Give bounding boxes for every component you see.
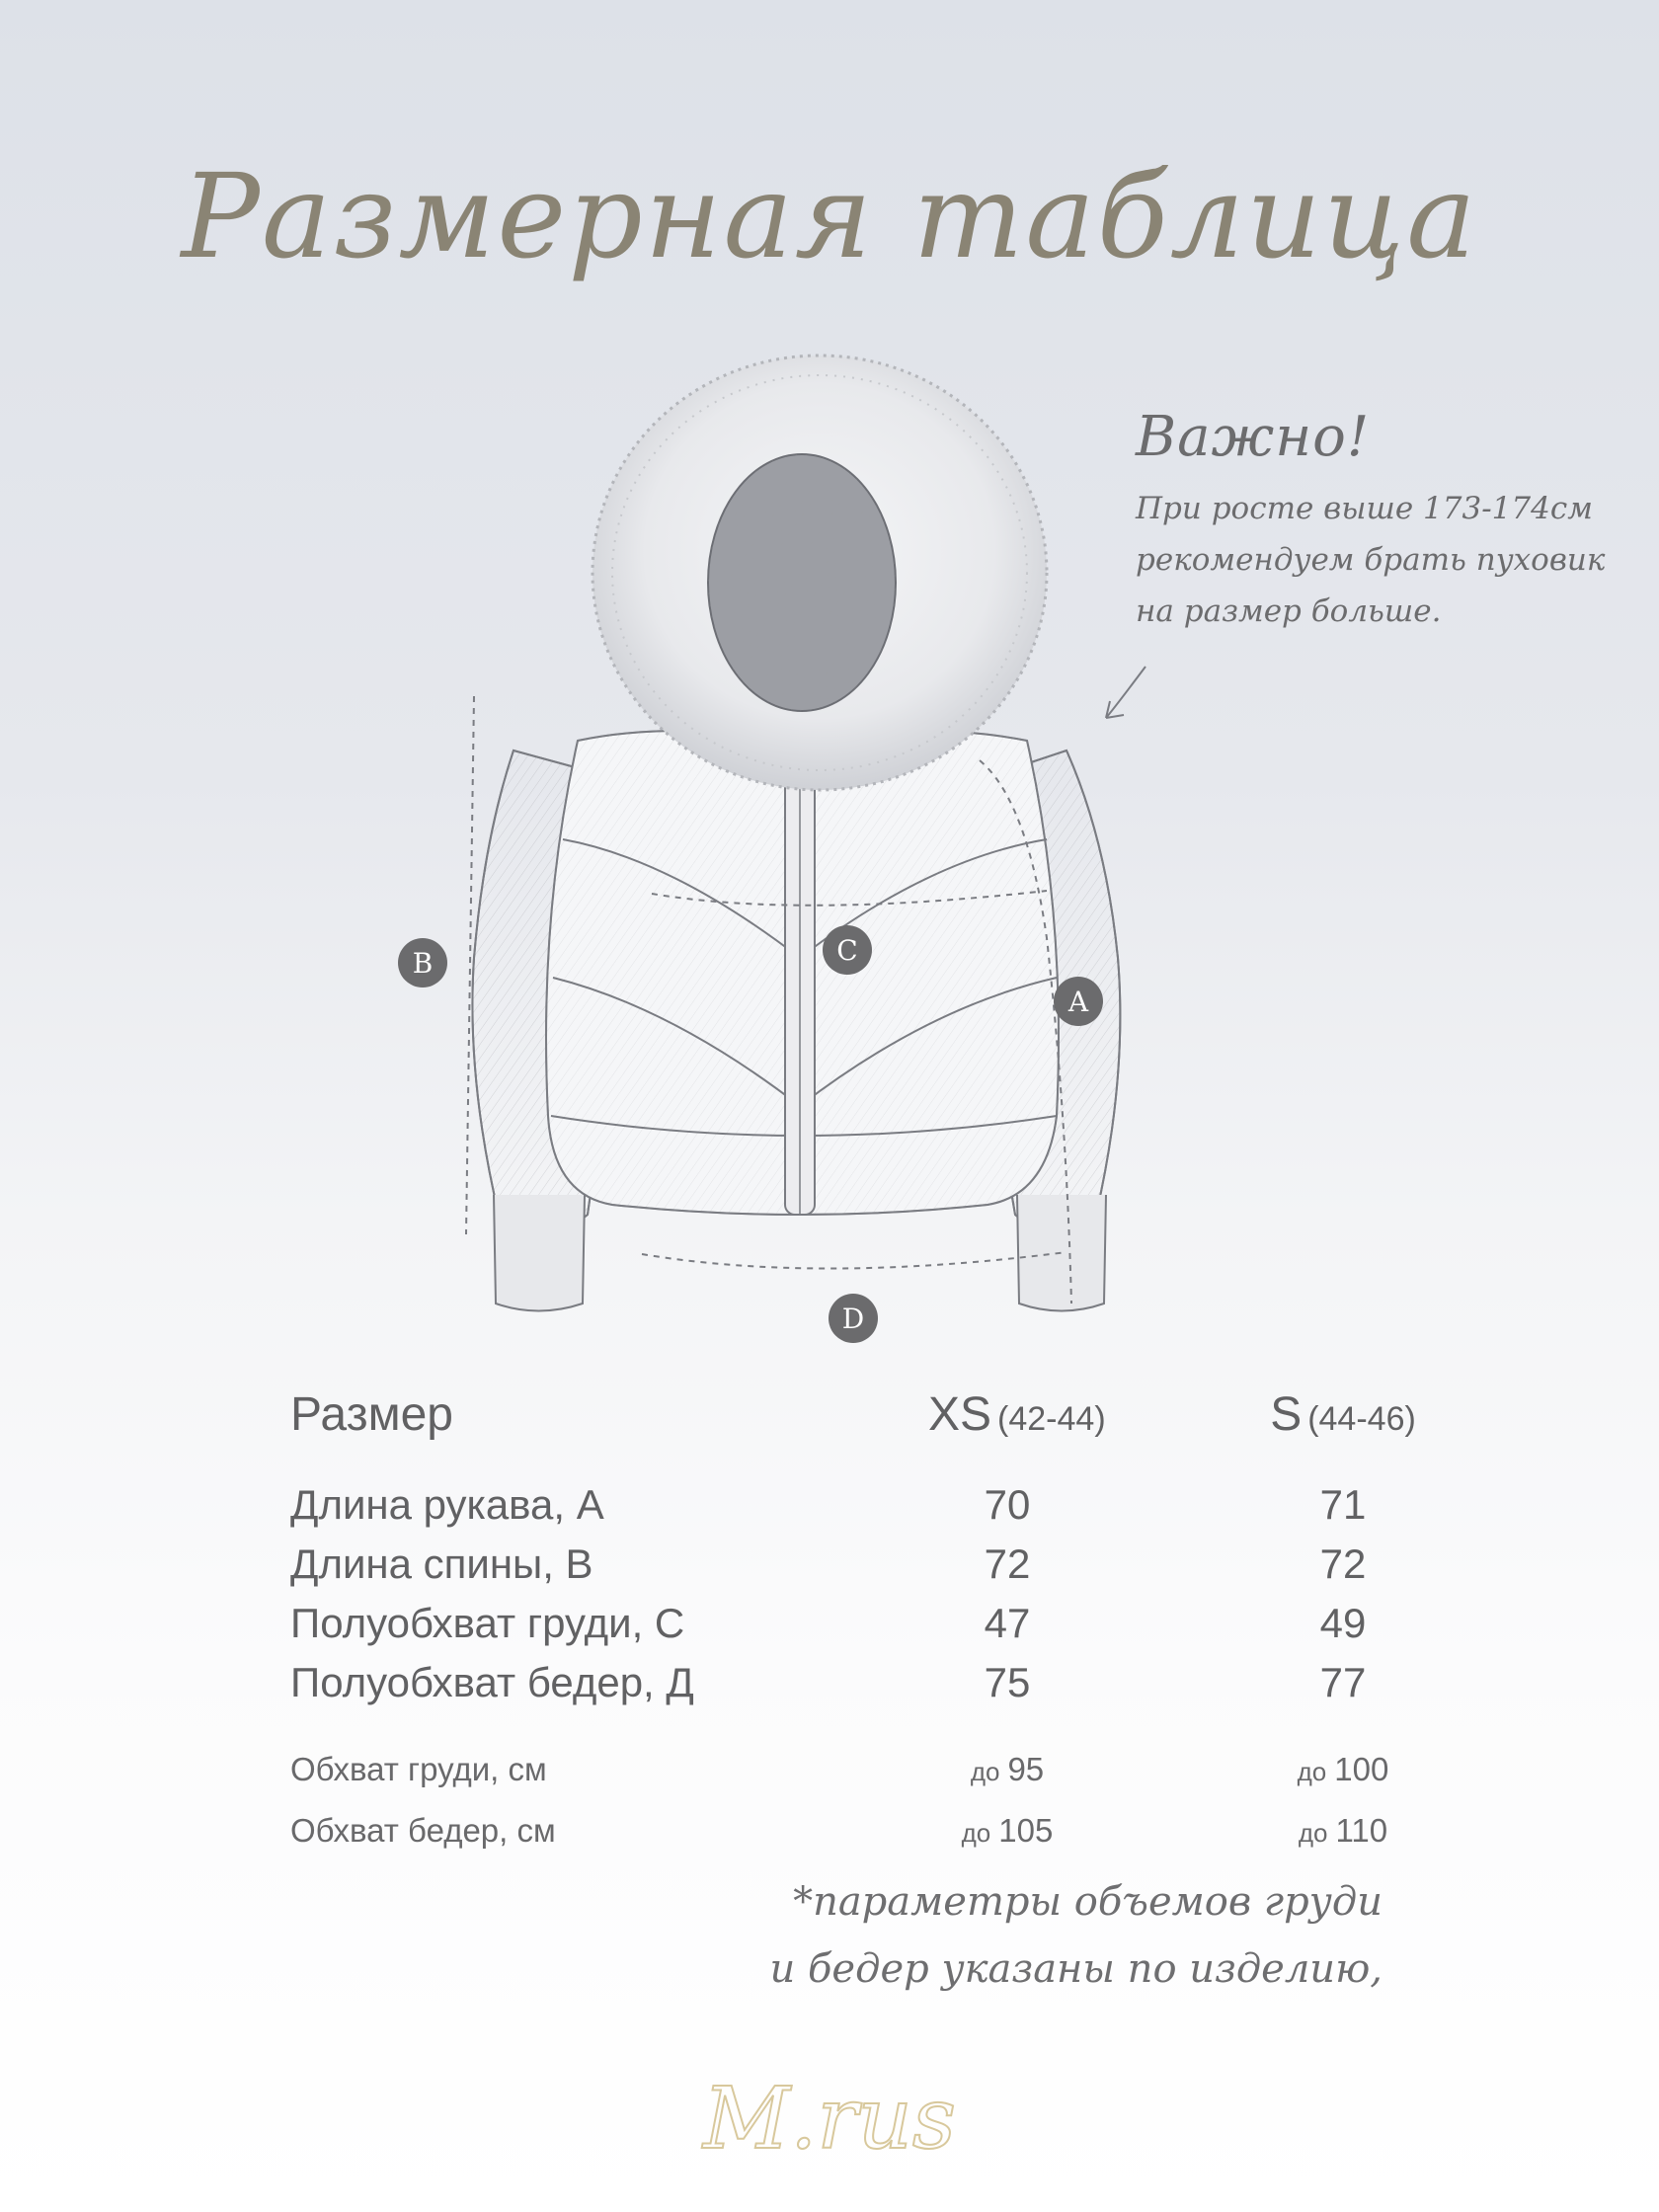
note-arrow: [1106, 667, 1146, 718]
brand-logo: [681, 2054, 978, 2182]
header-s: [1264, 1387, 1422, 1442]
table-row: [286, 1540, 1452, 1600]
jacket-body: [472, 731, 1120, 1311]
header-label: Размер: [290, 1388, 453, 1441]
s-prefix: до: [1298, 1818, 1328, 1848]
extra-row-label: Обхват бедер, см: [290, 1812, 556, 1849]
header-s-size: S: [1270, 1388, 1303, 1441]
header-xs: [928, 1387, 1106, 1442]
xs-value: 95: [1007, 1751, 1045, 1787]
table-extra-row: [286, 1812, 1452, 1871]
extra-row-xs: [928, 1812, 1086, 1850]
row-s-value: 71: [1319, 1481, 1367, 1528]
extra-row-s: [1264, 1751, 1422, 1788]
note-line: рекомендуем брать пуховик: [1136, 542, 1606, 578]
row-label: Полуобхват груди, С: [290, 1600, 685, 1646]
important-note: [1136, 405, 1610, 637]
row-xs-value: 72: [984, 1540, 1031, 1587]
table-extra-row: [286, 1751, 1452, 1810]
marker-c-label: C: [836, 934, 858, 967]
row-s-value: 72: [1319, 1540, 1367, 1587]
footnote: [691, 1868, 1382, 2003]
s-prefix: до: [1297, 1757, 1327, 1786]
logo-text: M.rus: [702, 2070, 957, 2169]
header-xs-range: (42-44): [997, 1400, 1106, 1438]
header-xs-size: XS: [928, 1388, 992, 1441]
header-s-range: (44-46): [1307, 1400, 1416, 1438]
note-line: на размер больше.: [1136, 593, 1442, 629]
footnote-line: и бедер указаны по изделию,: [769, 1946, 1382, 1992]
row-s-value: 77: [1319, 1659, 1367, 1705]
marker-a-label: A: [1067, 986, 1089, 1018]
table-row: [286, 1600, 1452, 1659]
xs-prefix: до: [970, 1757, 1000, 1786]
row-xs-value: 47: [984, 1600, 1031, 1646]
row-label: Длина спины, В: [290, 1540, 593, 1587]
extra-row-xs: [928, 1751, 1086, 1788]
page-title: Размерная таблица: [181, 148, 1478, 284]
row-xs-value: 75: [984, 1659, 1031, 1705]
s-value: 100: [1334, 1751, 1389, 1787]
note-title: Важно!: [1136, 405, 1371, 469]
jacket-illustration: [375, 326, 1264, 1353]
row-label: Полуобхват бедер, Д: [290, 1659, 694, 1705]
marker-b-label: B: [412, 947, 434, 980]
row-xs-value: 70: [984, 1481, 1031, 1528]
marker-d-label: D: [841, 1303, 865, 1335]
extra-row-label: Обхват груди, см: [290, 1751, 547, 1787]
hood-fur: [592, 356, 1047, 790]
extra-row-s: [1264, 1812, 1422, 1850]
xs-value: 105: [998, 1812, 1054, 1849]
table-header: [286, 1387, 1452, 1447]
table-row: [286, 1481, 1452, 1540]
footnote-line: *параметры объемов груди: [793, 1879, 1382, 1925]
xs-prefix: до: [961, 1818, 991, 1848]
note-line: При росте выше 173-174см: [1136, 491, 1593, 526]
table-row: [286, 1659, 1452, 1718]
row-s-value: 49: [1319, 1600, 1367, 1646]
s-value: 110: [1335, 1812, 1388, 1849]
row-label: Длина рукава, А: [290, 1481, 604, 1528]
